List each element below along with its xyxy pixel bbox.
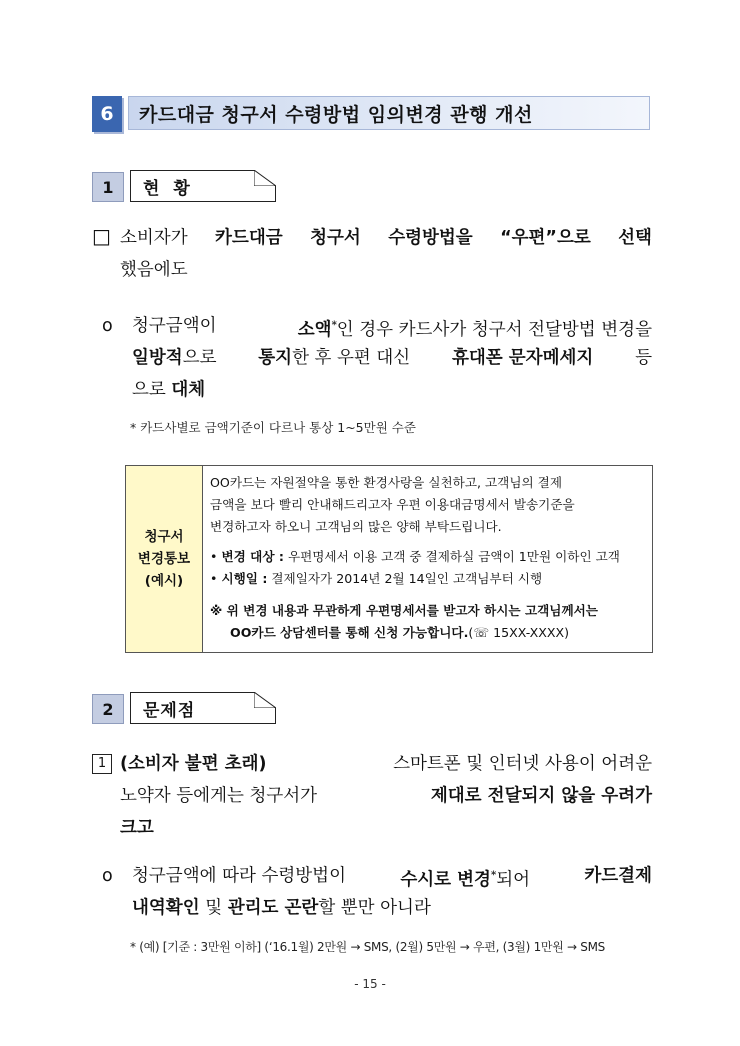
circle-bullet-icon: o: [102, 316, 113, 336]
section-label: 문제점: [143, 700, 196, 721]
section-label: 현 황: [143, 178, 194, 199]
notice-label: 청구서 변경통보 (예시): [126, 466, 203, 652]
notice-example-box: [125, 465, 653, 653]
section-label-box: [130, 170, 276, 202]
page-title: 카드대금 청구서 수령방법 임의변경 관행 개선: [128, 96, 650, 130]
boxed-number-icon: 1: [92, 754, 112, 774]
folded-corner-icon: [254, 170, 276, 186]
notice-content: OO카드는 자원절약을 통한 환경사랑을 실천하고, 고객님의 결제 금액을 보다 빨리 안내해드리고자 우편 이용대금명세서 발송기준을 변경하고자 하오니 고객님의 많은 양해 부탁드립니다. • 변경 대상 : 우편명세서 이용 고객 중 결제하실 금액이 1만원 이하인 고객 • 시행일 : 결제일자가 2014년 2월 14일인 고객님부터 시행 ※ 위 변경 내용과 무관하게 우편명세서를 받고자 하시는 고객님께서는 OO카드 상담센터를 통해 신청 가능합니다.(☏ 15XX-XXXX): [210, 472, 646, 644]
notice-bullet-date: • 시행일 : 결제일자가 2014년 2월 14일인 고객님부터 시행: [210, 571, 543, 586]
square-bullet-icon: □: [92, 224, 111, 248]
section-header-status: [92, 170, 282, 204]
section-number: 1: [92, 172, 124, 202]
footnote-amount-criteria: * 카드사별로 금액기준이 다르나 통상 1~5만원 수준: [130, 420, 416, 435]
status-item-line2: 했음에도: [120, 260, 188, 280]
section-title-bar: [92, 96, 652, 132]
notice-bullet-target: • 변경 대상 : 우편명세서 이용 고객 중 결제하실 금액이 1만원 이하인 고객: [210, 549, 620, 564]
section-label-box: [130, 692, 276, 724]
footnote-example: * (예) [기준 : 3만원 이하] (‘16.1월) 2만원 → SMS, (2월) 5만원 → 우편, (3월) 1만원 → SMS: [130, 940, 605, 954]
title-number: 6: [92, 96, 122, 132]
phone-icon: ☏: [473, 625, 490, 640]
section-number: 2: [92, 694, 124, 724]
section-header-problems: [92, 692, 282, 726]
status-item-line1: 소비자가 카드대금 청구서 수령방법을 “우편”으로 선택: [120, 228, 652, 248]
folded-corner-icon: [254, 692, 276, 708]
page-number: - 15 -: [354, 977, 386, 991]
circle-bullet-icon: o: [102, 866, 113, 886]
